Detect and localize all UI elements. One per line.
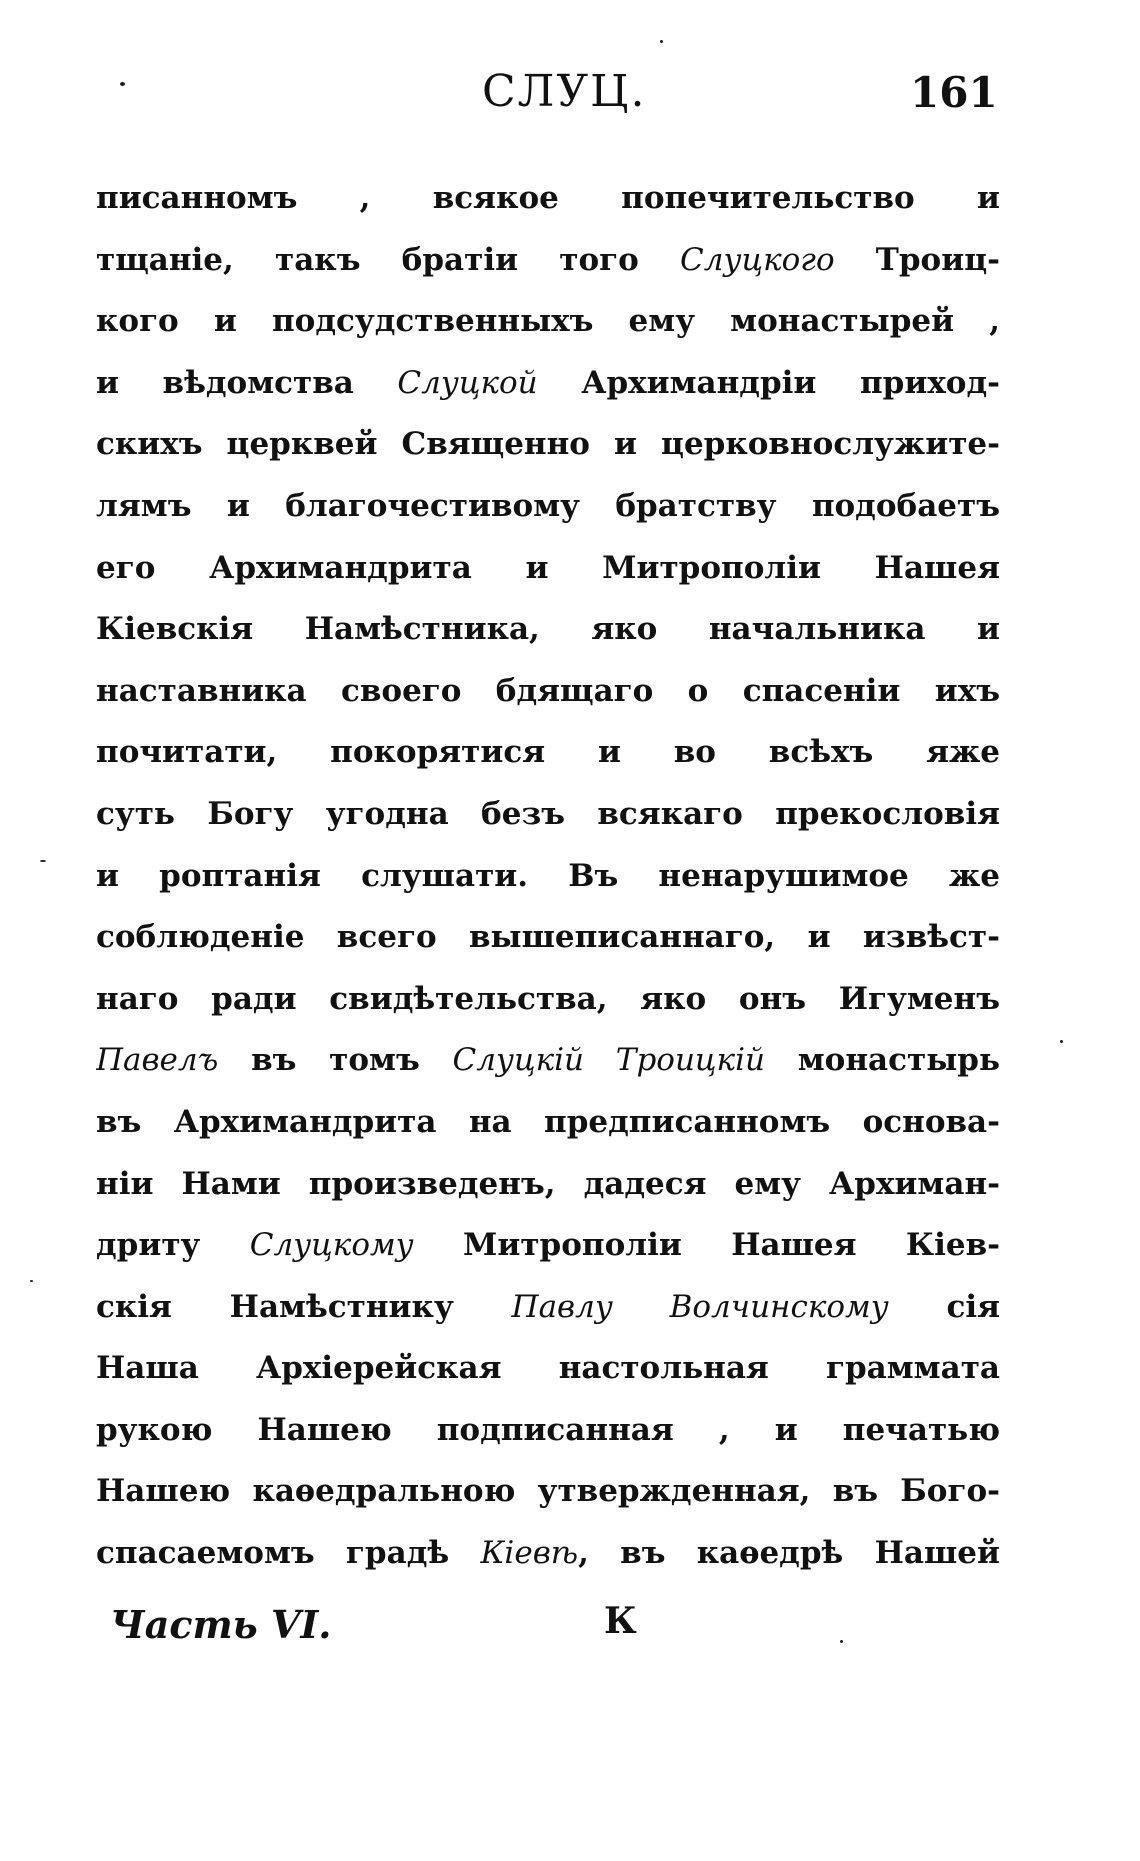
text-line: [96, 1400, 1000, 1462]
text-line: [96, 846, 1000, 908]
italic-segment: Кіевѣ: [480, 1535, 579, 1572]
text-segment: Троиц-: [834, 241, 1000, 278]
text-line: [96, 476, 1000, 538]
text-line: [96, 969, 1000, 1031]
text-segment: Наша Архіерейская настольная граммата: [96, 1350, 1000, 1387]
text-line: [96, 599, 1000, 661]
text-line: [96, 1277, 1000, 1339]
text-line: [96, 722, 1000, 784]
text-line: [96, 1338, 1000, 1400]
text-segment: въ томъ: [218, 1042, 453, 1079]
text-segment: писанномъ , всякое попечительство и: [96, 180, 1000, 216]
text-segment: скія Намѣстнику: [96, 1288, 512, 1325]
scan-speck: [120, 82, 125, 86]
text-line: [96, 1030, 1000, 1092]
signature-mark: К: [604, 1600, 637, 1642]
text-line: [96, 353, 1000, 415]
text-segment: Митрополіи Нашея Кіев-: [413, 1227, 1000, 1264]
body-text: [96, 168, 1000, 1585]
text-segment: и вѣдомства: [96, 364, 398, 401]
text-segment: тщаніе, такъ братіи того: [96, 241, 681, 278]
text-segment: кого и подсудственныхъ ему монастырей ,: [96, 303, 1000, 340]
running-head: [0, 60, 1140, 130]
text-segment: его Архимандрита и Митрополіи Нашея: [96, 549, 1000, 586]
italic-segment: Павлу Волчинскому: [511, 1288, 889, 1325]
text-segment: скихъ церквей Священно и церковнослужите-: [96, 426, 1000, 463]
text-segment: спасаемомъ градѣ: [96, 1535, 481, 1572]
text-line: [96, 907, 1000, 969]
page-footer: [0, 1600, 1140, 1660]
text-segment: почитати, покорятися и во всѣхъ яже: [96, 734, 1000, 771]
text-segment: лямъ и благочестивому братству подобаетъ: [96, 487, 1000, 524]
text-line: [96, 538, 1000, 600]
italic-segment: Слуцкого: [680, 241, 835, 278]
text-segment: суть Богу угодна безъ всякаго прекословія: [96, 795, 1000, 832]
scan-speck: [840, 1640, 843, 1643]
part-label: Часть VI.: [110, 1602, 332, 1647]
text-segment: Архимандріи приход-: [537, 364, 1000, 401]
text-segment: наставника своего бдящаго о спасеніи ихъ: [96, 672, 1000, 709]
text-segment: и роптанія слушати. Въ ненарушимое же: [96, 857, 1000, 894]
italic-segment: Слуцкому: [249, 1227, 414, 1264]
running-title: СЛУЦ.: [482, 66, 647, 117]
text-line: [96, 661, 1000, 723]
text-line: [96, 1523, 1000, 1585]
text-line: [96, 291, 1000, 353]
text-line: [96, 230, 1000, 292]
italic-segment: Слуцкій Троицкій: [452, 1042, 765, 1079]
scan-speck: [40, 860, 46, 862]
italic-segment: Слуцкой: [397, 364, 538, 401]
text-segment: , въ каѳедрѣ Нашей: [578, 1535, 1000, 1572]
text-segment: соблюденіе всего вышеписаннаго, и извѣст-: [96, 919, 1000, 956]
text-segment: монастырь: [764, 1042, 1000, 1079]
text-line: [96, 1154, 1000, 1216]
scan-speck: [1060, 1040, 1063, 1043]
text-line: [96, 784, 1000, 846]
text-line: [96, 1215, 1000, 1277]
scan-speck: [660, 40, 663, 43]
text-line: [96, 1092, 1000, 1154]
text-segment: Нашею каѳедральною утвержденная, въ Бого-: [96, 1473, 1000, 1510]
text-line: [96, 168, 1000, 230]
text-segment: наго ради свидѣтельства, яко онъ Игуменъ: [96, 980, 1000, 1017]
text-line: [96, 414, 1000, 476]
text-segment: дриту: [96, 1227, 250, 1264]
scan-speck: [30, 1280, 33, 1282]
page-number: 161: [910, 68, 998, 117]
text-segment: ніи Нами произведенъ, дадеся ему Архиман-: [96, 1165, 1000, 1202]
text-segment: сія: [888, 1288, 1000, 1325]
text-segment: въ Архимандрита на предписанномъ основа-: [96, 1103, 1000, 1140]
text-segment: Кіевскія Намѣстника, яко начальника и: [96, 611, 1000, 648]
text-line: [96, 1461, 1000, 1523]
italic-segment: Павелъ: [96, 1042, 219, 1079]
text-segment: рукою Нашею подписанная , и печатью: [96, 1411, 1000, 1448]
